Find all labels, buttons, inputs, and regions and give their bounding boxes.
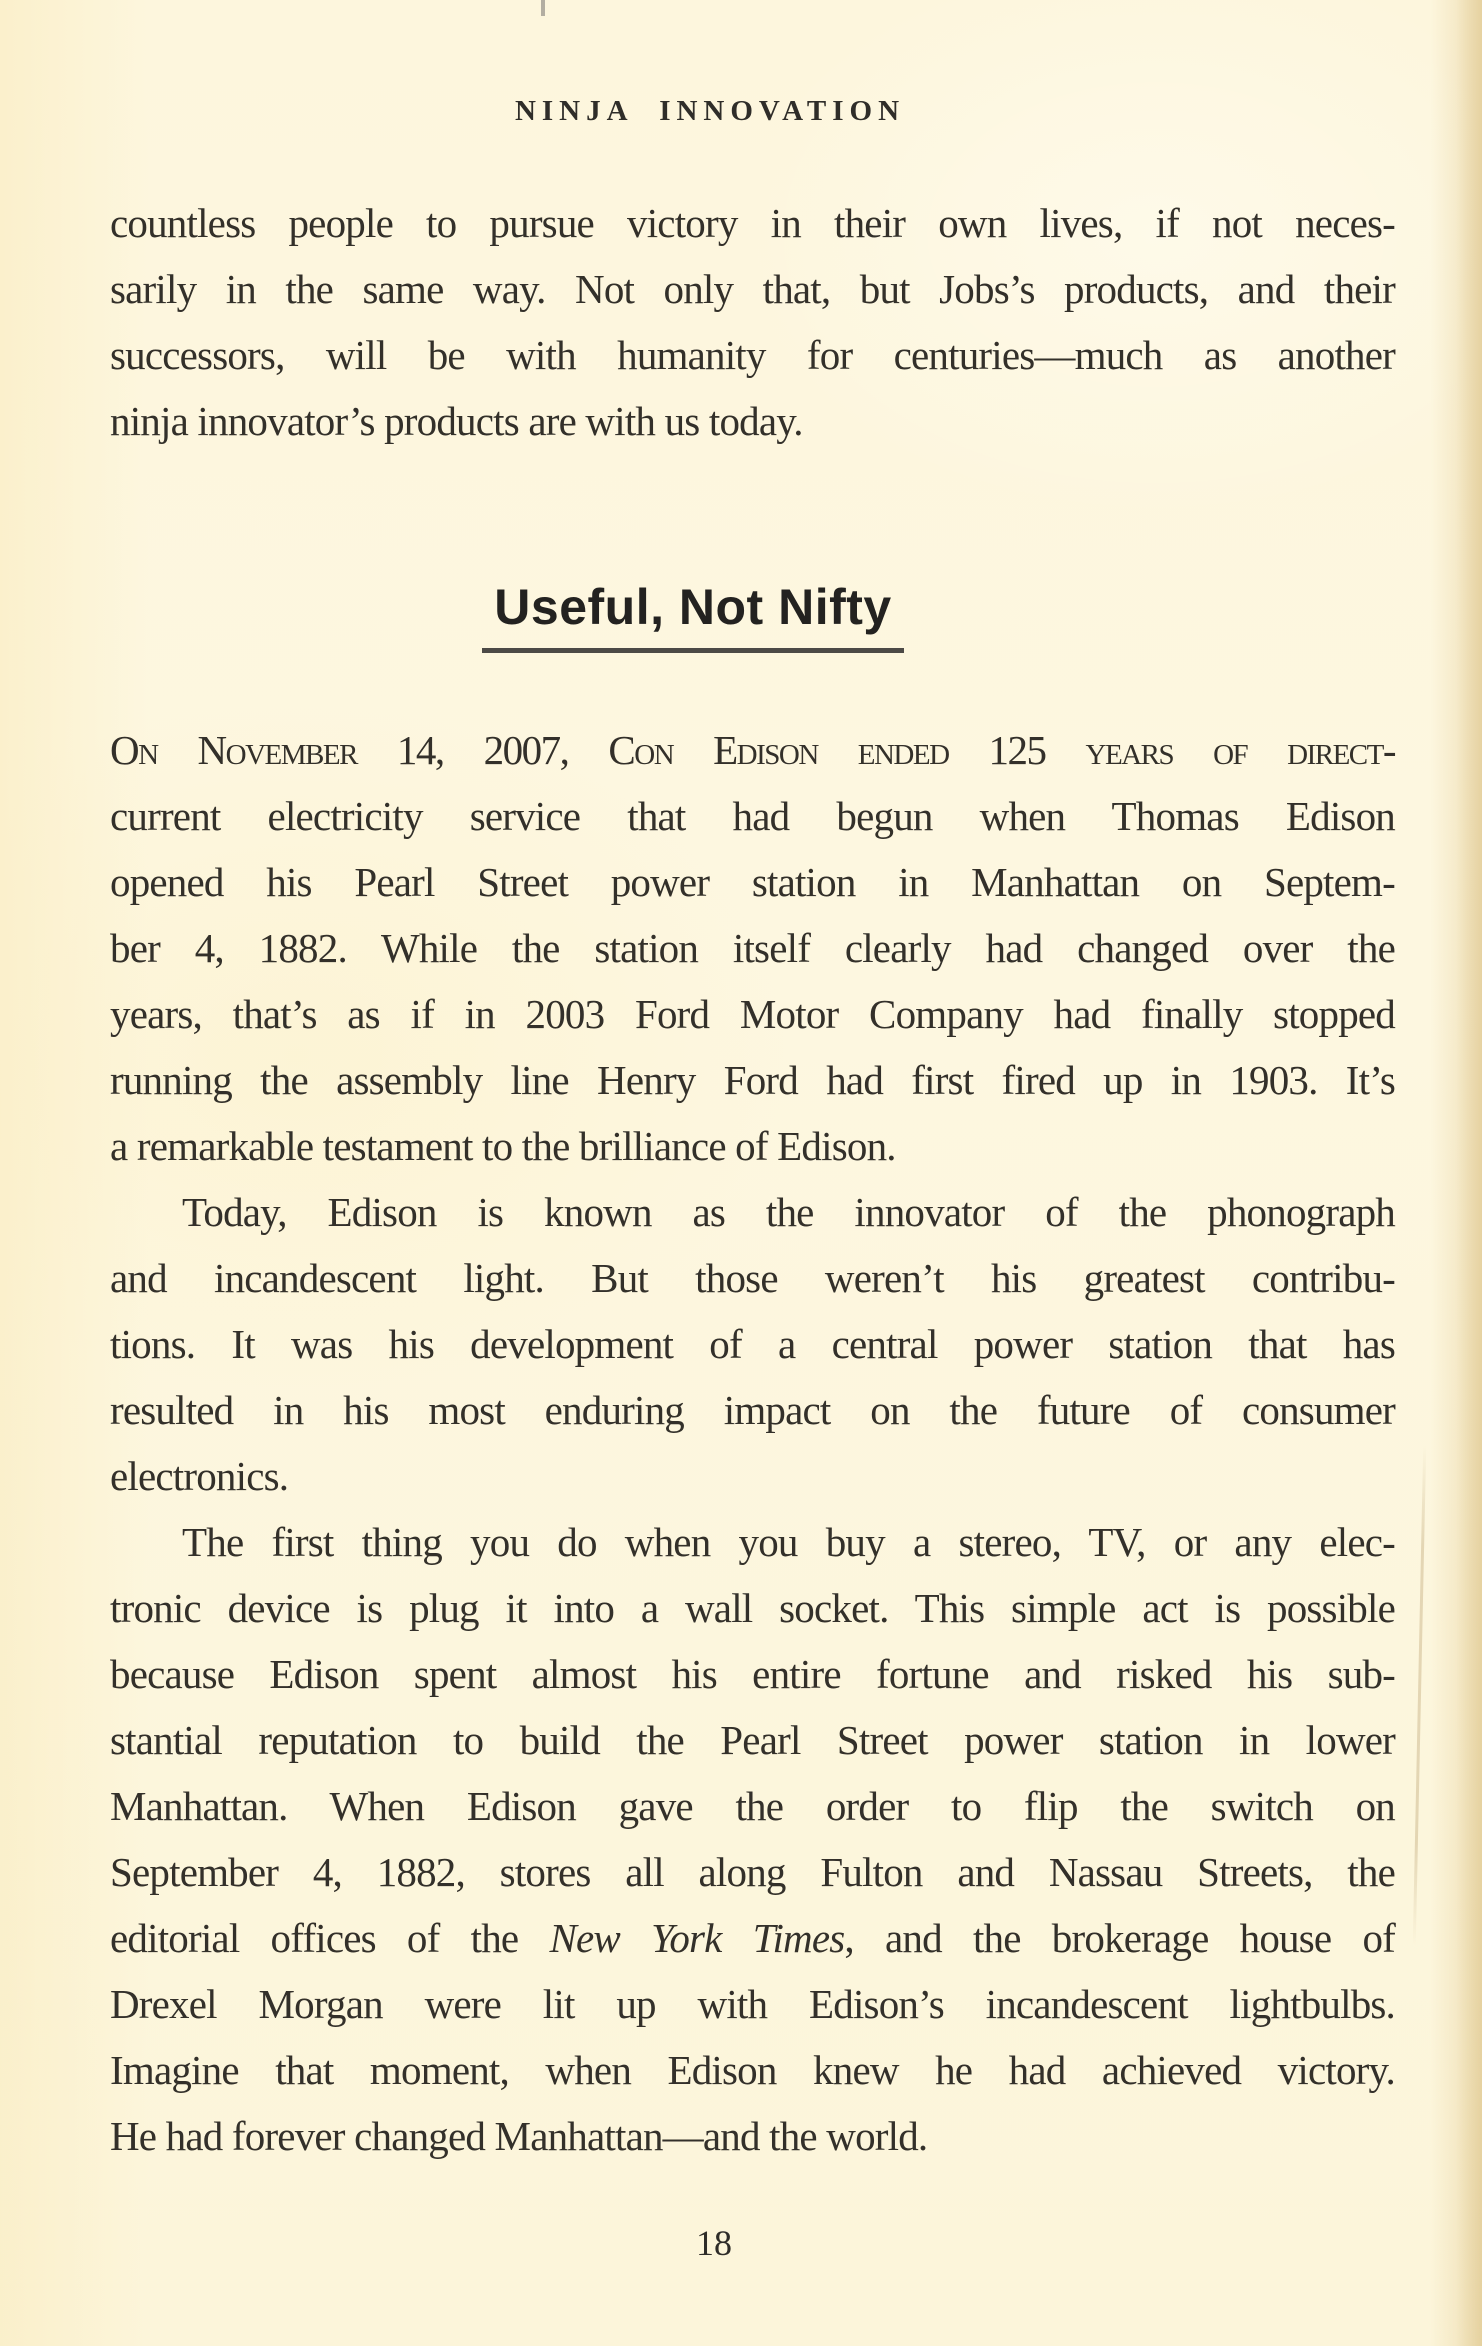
scan-crease-line bbox=[1413, 1445, 1426, 1945]
text-line: countless people to pursue victory in their own lives, if not neces- bbox=[110, 200, 1395, 246]
intro-paragraph bbox=[110, 190, 1395, 454]
text-line: stantial reputation to build the Pearl Street power station in lower bbox=[110, 1717, 1395, 1763]
text-line: opened his Pearl Street power station in Manhattan on Septem- bbox=[110, 859, 1395, 905]
text-line: September 4, 1882, stores all along Fulton and Nassau Streets, the bbox=[110, 1849, 1395, 1895]
text-line: ber 4, 1882. While the station itself clearly had changed over the bbox=[110, 925, 1395, 971]
text-line: On November 14, 2007, Con Edison ended 125 years of direct- bbox=[110, 727, 1395, 773]
text-line: ninja innovator’s products are with us today. bbox=[110, 398, 803, 444]
scan-edge-shadow bbox=[1456, 0, 1482, 2346]
text-line: current electricity service that had begun when Thomas Edison bbox=[110, 793, 1395, 839]
plain-text: , and the brokerage house of bbox=[844, 1915, 1395, 1961]
plain-text: editorial offices of the bbox=[110, 1915, 550, 1961]
text-line: The first thing you do when you buy a stereo, TV, or any elec- bbox=[182, 1519, 1395, 1565]
scan-artifact-mark bbox=[541, 0, 545, 16]
text-line: Manhattan. When Edison gave the order to flip the switch on bbox=[110, 1783, 1395, 1829]
text-line: a remarkable testament to the brilliance of Edison. bbox=[110, 1123, 896, 1169]
body-paragraphs bbox=[110, 717, 1395, 2169]
text-line: tions. It was his development of a central power station that has bbox=[110, 1321, 1395, 1367]
text-line: He had forever changed Manhattan—and the world. bbox=[110, 2113, 928, 2159]
text-line: and incandescent light. But those weren’t his greatest contribu- bbox=[110, 1255, 1395, 1301]
page-number: 18 bbox=[696, 2223, 732, 2263]
text-line bbox=[110, 1905, 1395, 1971]
running-head: NINJA INNOVATION bbox=[514, 95, 906, 127]
text-line: running the assembly line Henry Ford had first fired up in 1903. It’s bbox=[110, 1057, 1395, 1103]
text-line: years, that’s as if in 2003 Ford Motor Company had finally stopped bbox=[110, 991, 1395, 1037]
text-line: sarily in the same way. Not only that, but Jobs’s products, and their bbox=[110, 266, 1395, 312]
text-line: Imagine that moment, when Edison knew he had achieved victory. bbox=[110, 2047, 1395, 2093]
italic-text: New York Times bbox=[549, 1915, 845, 1961]
text-line: tronic device is plug it into a wall socket. This simple act is possible bbox=[110, 1585, 1395, 1631]
text-line: Drexel Morgan were lit up with Edison’s incandescent lightbulbs. bbox=[110, 1981, 1395, 2027]
text-line: resulted in his most enduring impact on the future of consumer bbox=[110, 1387, 1395, 1433]
section-heading-wrap bbox=[0, 578, 1386, 653]
text-line: successors, will be with humanity for centuries—much as another bbox=[110, 332, 1395, 378]
text-line: because Edison spent almost his entire fortune and risked his sub- bbox=[110, 1651, 1395, 1697]
section-heading: Useful, Not Nifty bbox=[482, 578, 903, 653]
text-line: Today, Edison is known as the innovator of the phonograph bbox=[182, 1189, 1395, 1235]
text-line: electronics. bbox=[110, 1453, 289, 1499]
